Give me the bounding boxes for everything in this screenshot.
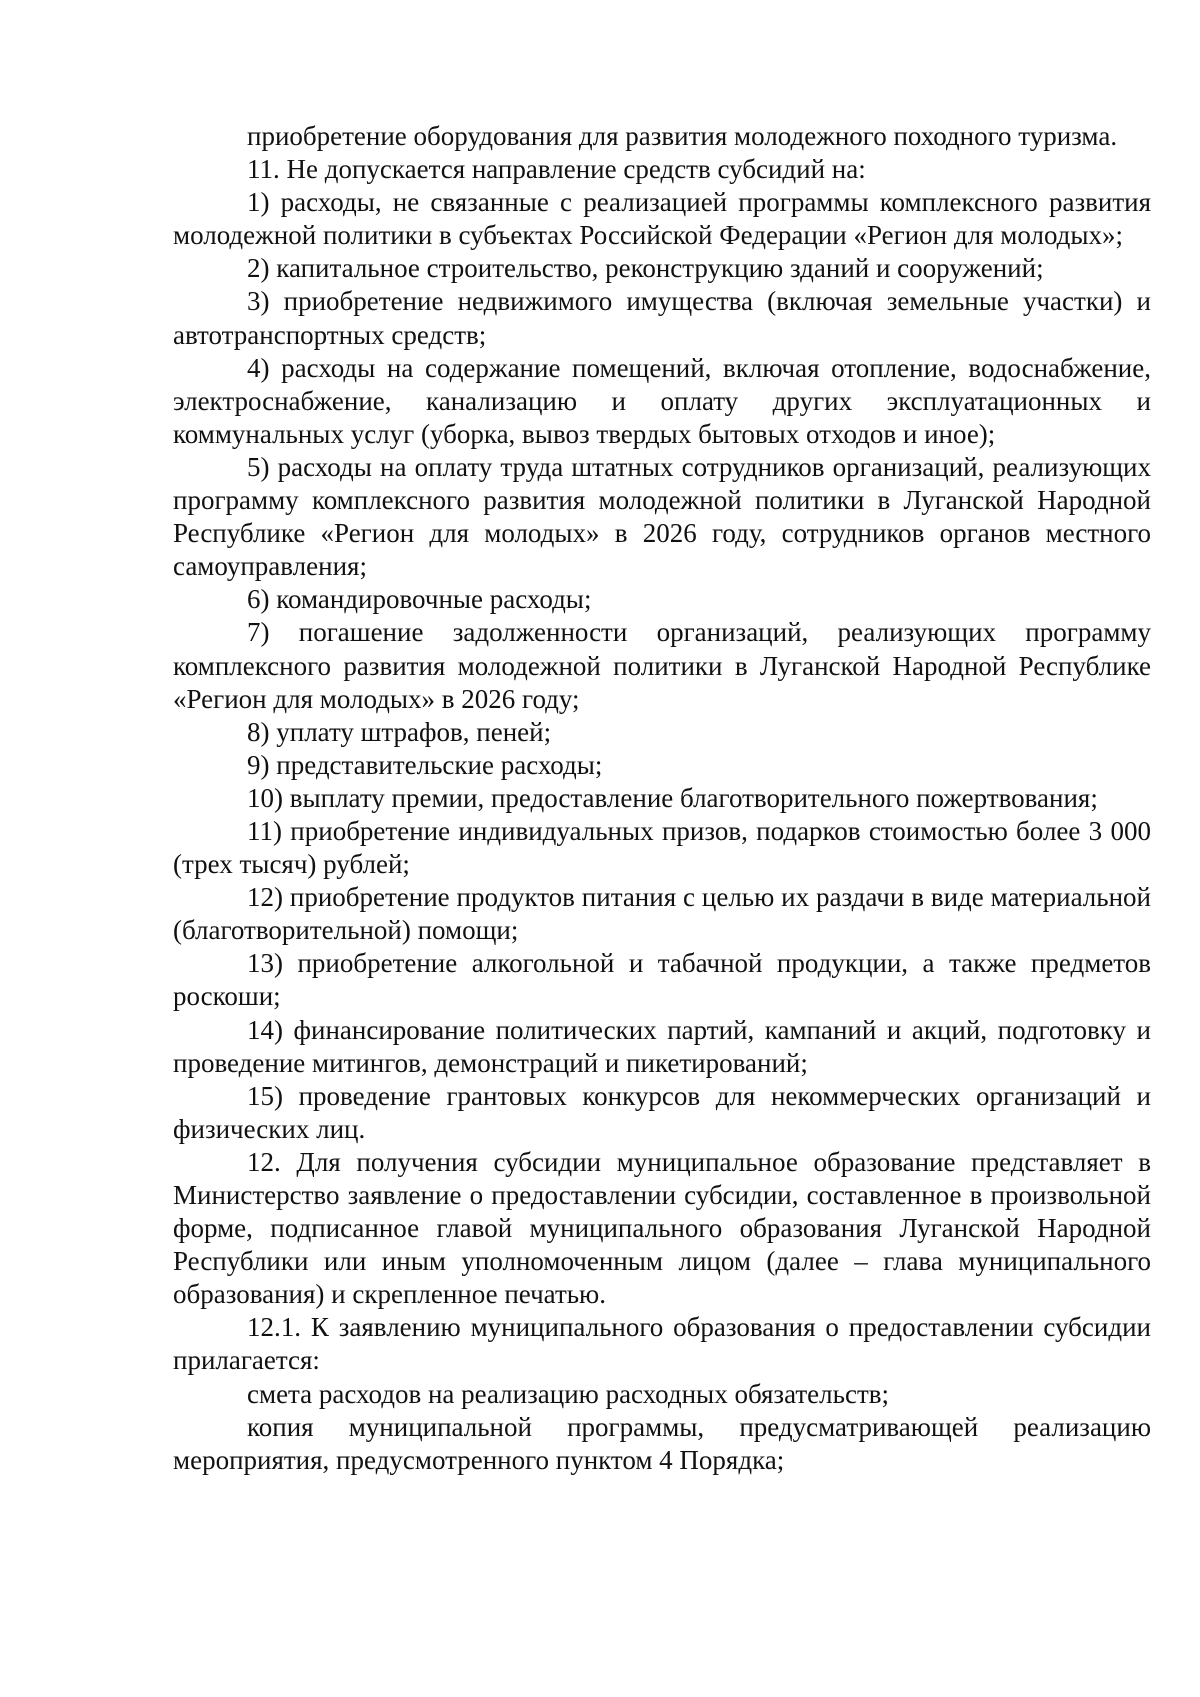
paragraph-item-12: 12. Для получения субсидии муниципальное образование представляет в Министерство заявление о предоставлении субсидии, составленное в произвольной форме, подписанное главой муниципального образования Луганской Народной Республики или иным уполномоченным лицом (далее – глава муниципального образования) и скрепленное печатью. (173, 1146, 1151, 1310)
paragraph-item-11-15: 15) проведение грантовых конкурсов для некоммерческих организаций и физических лиц. (173, 1080, 1151, 1144)
paragraph-item-11-3: 3) приобретение недвижимого имущества (включая земельные участки) и автотранспортных средств; (173, 286, 1151, 350)
paragraph-item-11-14: 14) финансирование политических партий, кампаний и акций, подготовку и проведение митингов, демонстраций и пикетирований; (173, 1014, 1151, 1078)
paragraph-cost-estimate: смета расходов на реализацию расходных обязательств; (247, 1378, 889, 1409)
paragraph-item-11-13: 13) приобретение алкогольной и табачной продукции, а также предметов роскоши; (173, 948, 1151, 1012)
paragraph-item-11-11: 11) приобретение индивидуальных призов, подарков стоимостью более 3 000 (трех тысяч) рублей; (173, 815, 1151, 880)
paragraph-item-11-8: 8) уплату штрафов, пеней; (247, 716, 552, 747)
paragraph-item-12-1: 12.1. К заявлению муниципального образования о предоставлении субсидии прилагается: (173, 1312, 1151, 1376)
paragraph-item-11-1: 1) расходы, не связанные с реализацией программы комплексного развития молодежной политики в субъектах Российской Федерации «Регион для молодых»; (173, 187, 1151, 251)
paragraph-item-11-5: 5) расходы на оплату труда штатных сотрудников организаций, реализующих программу комплексного развития молодежной политики в Луганской Народной Республике «Регион для молодых» в 2026 году, сотрудников органов местного самоуправления; (173, 451, 1151, 582)
paragraph-item-11-10: 10) выплату премии, предоставление благотворительного пожертвования; (247, 782, 1098, 813)
paragraph-item-11-4: 4) расходы на содержание помещений, включая отопление, водоснабжение, электроснабжение, канализацию и оплату других эксплуатационных и коммунальных услуг (уборка, вывоз твердых бытовых отходов и иное); (173, 352, 1151, 449)
document-body (173, 120, 1151, 1477)
paragraph-item-11-6: 6) командировочные расходы; (247, 584, 592, 615)
paragraph-municipal-program-copy: копия муниципальной программы, предусматривающей реализацию мероприятия, предусмотренного пунктом 4 Порядка; (173, 1411, 1151, 1475)
paragraph-item-11-12: 12) приобретение продуктов питания с целью их раздачи в виде материальной (благотворительной) помощи; (173, 882, 1151, 946)
paragraph-item-11-heading: 11. Не допускается направление средств субсидий на: (247, 154, 866, 185)
paragraph-item-11-9: 9) представительские расходы; (247, 749, 603, 780)
paragraph-item-11-2: 2) капитальное строительство, реконструкцию зданий и сооружений; (247, 253, 1044, 284)
paragraph-item-11-7: 7) погашение задолженности организаций, реализующих программу комплексного развития молодежной политики в Луганской Народной Республике «Регион для молодых» в 2026 году; (173, 617, 1151, 714)
paragraph-equipment-tourism: приобретение оборудования для развития молодежного походного туризма. (247, 121, 1118, 151)
